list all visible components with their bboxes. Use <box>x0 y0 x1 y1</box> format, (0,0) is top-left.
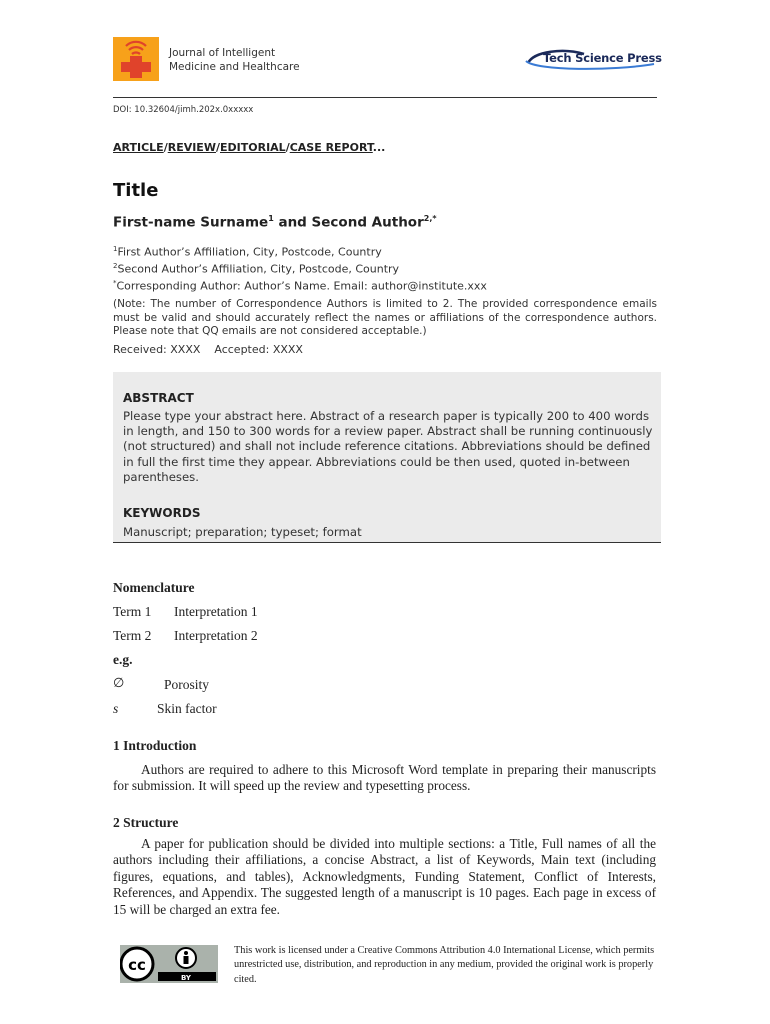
nomenclature-term: Term 1 <box>113 604 152 619</box>
symbol-meaning: Porosity <box>164 677 210 692</box>
section-body-introduction: Authors are required to adhere to this Microsoft Word template in preparing their manuscripts for submission. It will speed up the review and typesetting process. <box>113 762 656 794</box>
affiliation-2 <box>113 262 399 276</box>
symbol-meaning: Skin factor <box>157 701 217 716</box>
doi-line: DOI: 10.32604/jimh.202x.0xxxxx <box>113 105 254 115</box>
first-author-name: First-name Surname <box>113 214 269 231</box>
nomenclature-term: Term 2 <box>113 628 152 643</box>
symbol-porosity: ∅ <box>113 676 125 691</box>
abstract-text: Please type your abstract here. Abstract of a research paper is typically 200 to 400 words in length, and 150 to 300 words for a review paper. Abstract shall be running continuously (not structured) and shall not include reference citations. Abbreviations should be defined in full the first time they appear. Abbreviations could be then used, quoted in-between parentheses. <box>123 409 653 484</box>
article-type-separator: / <box>285 141 290 154</box>
by-badge-label: BY <box>180 974 192 982</box>
journal-logo-icon <box>113 37 159 81</box>
nomenclature-meaning: Interpretation 1 <box>174 604 258 619</box>
affiliation-text: Second Author’s Affiliation, City, Postcode, Country <box>117 262 400 276</box>
abstract-heading: ABSTRACT <box>123 391 194 405</box>
corresponding-author <box>113 279 487 293</box>
correspondence-note: (Note: The number of Correspondence Authors is limited to 2. The provided correspondence emails must be valid and should accurately reflect the names or affiliations of the correspondence authors. Please note that QQ emails are not considered acceptable.) <box>113 298 657 338</box>
affiliation-text: Corresponding Author: Author’s Name. Email: author@institute.xxx <box>116 279 487 293</box>
journal-name-line2: Medicine and Healthcare <box>169 60 300 73</box>
article-type-article: ARTICLE <box>113 141 164 154</box>
paper-title: Title <box>113 180 159 201</box>
affiliation-sup: * <box>113 279 117 287</box>
keywords-text: Manuscript; preparation; typeset; format <box>123 525 362 539</box>
example-heading: e.g. <box>113 652 133 667</box>
license-text: This work is licensed under a Creative Commons Attribution 4.0 International License, which permits unrestricted use, distribution, and reproduction in any medium, provided the original work is properly cited. <box>234 945 655 985</box>
author-line <box>113 214 437 231</box>
cc-badge-label: cc <box>128 956 146 974</box>
article-type-case-report: CASE REPORT <box>289 141 373 154</box>
keywords-heading: KEYWORDS <box>123 506 201 520</box>
affiliation-sup: 1 <box>113 245 118 253</box>
cc-by-license-icon <box>120 945 218 983</box>
second-author-name: and Second Author <box>273 214 424 231</box>
publisher-name: Tech Science Press <box>543 51 662 65</box>
symbol-skin-factor: s <box>113 701 119 716</box>
journal-name-line1: Journal of Intelligent <box>169 47 276 59</box>
affiliation-sup: 2 <box>113 262 118 270</box>
section-heading-structure: 2 Structure <box>113 815 179 830</box>
affiliation-text: First Author’s Affiliation, City, Postcode, Country <box>117 245 382 259</box>
article-type-separator: / <box>163 141 168 154</box>
second-author-sup: 2,* <box>423 214 437 223</box>
section-heading-introduction: 1 Introduction <box>113 738 197 753</box>
section-body-structure: A paper for publication should be divided into multiple sections: a Title, Full names of all the authors including their affiliations, a concise Abstract, a list of Keywords, Main text (including figures, equations, and tables), Acknowledgments, Funding Statement, Conflict of Interests, References, and Appendix. The suggested length of a manuscript is 10 pages. Each page in excess of 15 will be charged an extra fee. <box>113 836 656 917</box>
article-type-ellipsis: ... <box>372 141 386 154</box>
article-type-separator: / <box>215 141 220 154</box>
article-type-review: REVIEW <box>167 141 216 154</box>
journal-name <box>169 47 300 74</box>
header-divider <box>113 97 657 98</box>
nomenclature-meaning: Interpretation 2 <box>174 628 258 643</box>
article-type-line <box>113 141 385 154</box>
article-type-editorial: EDITORIAL <box>220 141 286 154</box>
received-accepted-line: Received: XXXX Accepted: XXXX <box>113 343 303 356</box>
first-author-sup: 1 <box>268 214 274 223</box>
nomenclature-heading: Nomenclature <box>113 580 195 595</box>
affiliation-1 <box>113 245 382 259</box>
